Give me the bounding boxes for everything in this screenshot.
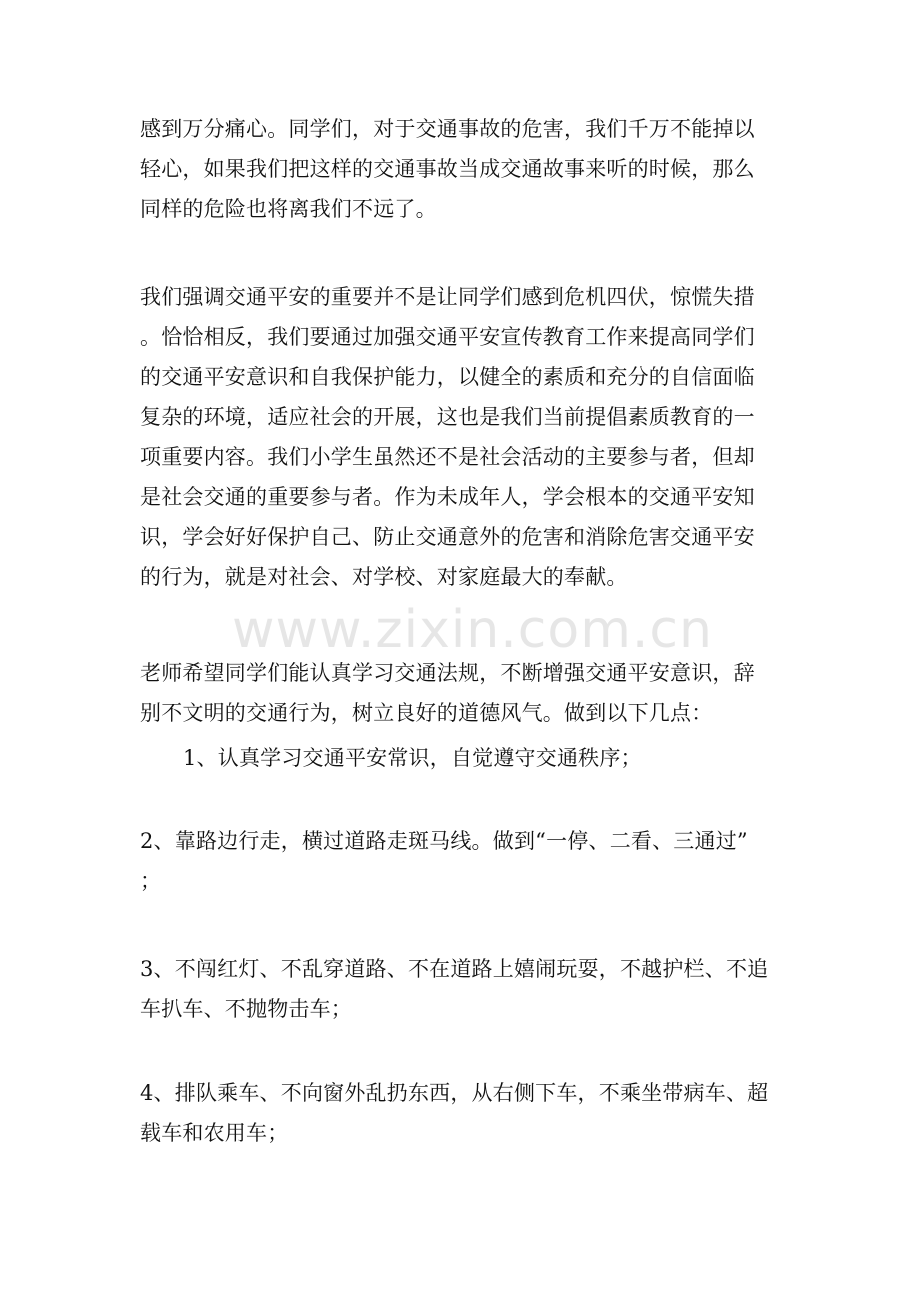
paragraph-2-line-2: 。恰恰相反，我们要通过加强交通平安宣传教育工作来提高同学们 — [140, 325, 755, 349]
paragraph-3-line-1: 老师希望同学们能认真学习交通法规，不断增强交通平安意识，辞 — [140, 661, 755, 685]
paragraph-2-line-4: 复杂的环境，适应社会的开展，这也是我们当前提倡素质教育的一 — [140, 405, 755, 429]
paragraph-2-line-5: 项重要内容。我们小学生虽然还不是社会活动的主要参与者，但却 — [140, 445, 755, 469]
paragraph-2-line-7: 识，学会好好保护自己、防止交通意外的危害和消除危害交通平安 — [140, 525, 755, 549]
watermark-text: www.zixin.com.cn — [232, 600, 713, 660]
paragraph-2-line-3: 的交通平安意识和自我保护能力，以健全的素质和充分的自信面临 — [140, 365, 755, 389]
paragraph-2-line-1: 我们强调交通平安的重要并不是让同学们感到危机四伏，惊慌失措 — [140, 285, 755, 309]
paragraph-1-line-3: 同样的危险也将离我们不远了。 — [140, 197, 437, 221]
list-item-2-line-2: ； — [140, 869, 162, 893]
paragraph-3-line-2: 别不文明的交通行为，树立良好的道德风气。做到以下几点： — [140, 701, 713, 725]
paragraph-1-line-1: 感到万分痛心。同学们，对于交通事故的危害，我们千万不能掉以 — [140, 117, 755, 141]
paragraph-2-line-6: 是社会交通的重要参与者。作为未成年人，学会根本的交通平安知 — [140, 485, 755, 509]
list-item-4-line-1: 4、排队乘车、不向窗外乱扔东西，从右侧下车，不乘坐带病车、超 — [140, 1081, 769, 1105]
list-item-1: 1、认真学习交通平安常识，自觉遵守交通秩序； — [183, 746, 642, 770]
list-item-3-line-2: 车扒车、不抛物击车； — [140, 997, 352, 1021]
list-item-2-line-1: 2、靠路边行走，横过道路走斑马线。做到“一停、二看、三通过” — [140, 829, 748, 853]
paragraph-2-line-8: 的行为，就是对社会、对学校、对家庭最大的奉献。 — [140, 565, 628, 589]
list-item-4-line-2: 载车和农用车； — [140, 1121, 289, 1145]
paragraph-1-line-2: 轻心，如果我们把这样的交通事故当成交通故事来听的时候，那么 — [140, 157, 755, 181]
list-item-3-line-1: 3、不闯红灯、不乱穿道路、不在道路上嬉闹玩耍，不越护栏、不追 — [140, 957, 769, 981]
